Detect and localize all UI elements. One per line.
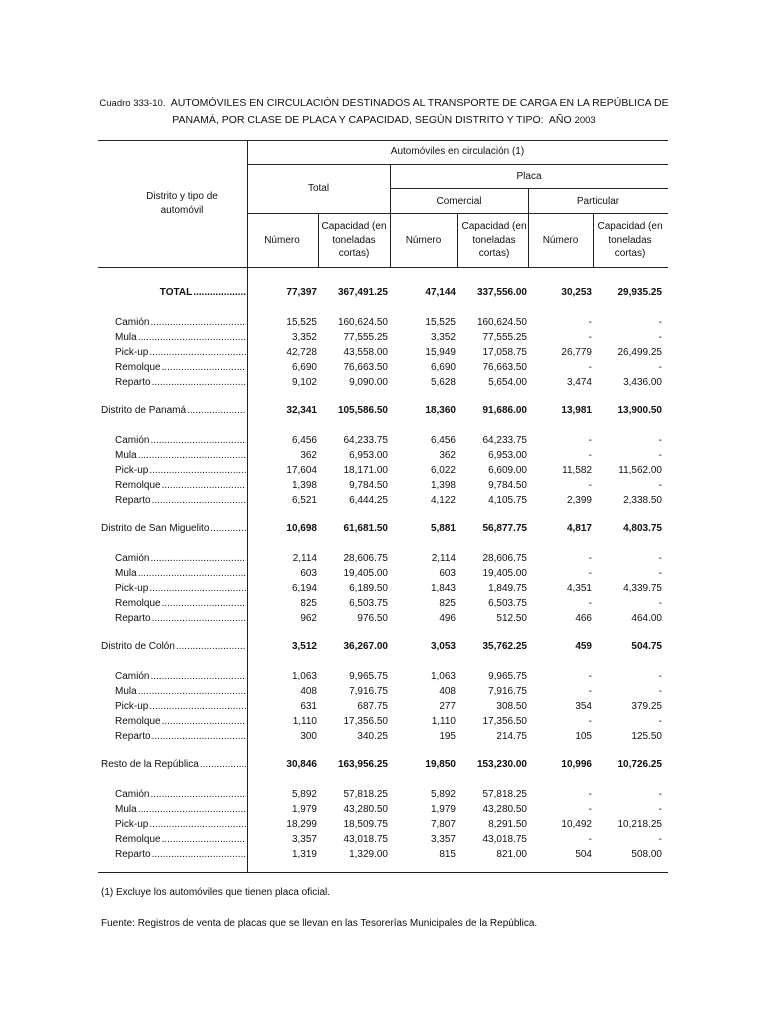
dot-leader — [152, 495, 246, 506]
row-name: Reparto — [115, 849, 151, 860]
dot-leader — [200, 759, 246, 770]
cell-value: 64,233.75 — [482, 435, 527, 446]
dot-leader — [162, 598, 246, 609]
group-value: 4,817 — [566, 523, 592, 534]
cell-value: 8,291.50 — [488, 819, 527, 830]
cell-value: 825 — [439, 598, 456, 609]
cell-value: 1,329.00 — [349, 849, 388, 860]
group-value: 10,726.25 — [617, 759, 662, 770]
row-label — [115, 464, 246, 478]
group-label — [101, 522, 246, 536]
cell-value: 17,604 — [286, 465, 317, 476]
group-value: 91,686.00 — [482, 405, 527, 416]
cell-value: 6,690 — [430, 362, 456, 373]
title-year-label: AÑO — [548, 114, 572, 126]
cell-value: - — [588, 686, 592, 697]
dot-leader — [152, 613, 246, 624]
cell-value: - — [588, 834, 592, 845]
cell-value: 18,299 — [286, 819, 317, 830]
cell-value: 6,503.75 — [349, 598, 388, 609]
row-label — [115, 833, 246, 847]
cell-value: 125.50 — [631, 731, 662, 742]
cell-value: 2,114 — [292, 553, 317, 564]
cell-value: 496 — [439, 613, 456, 624]
cell-value: 43,018.75 — [482, 834, 527, 845]
row-name: Mula — [115, 450, 137, 461]
cell-value: 6,521 — [291, 495, 317, 506]
cell-value: - — [658, 362, 662, 373]
row-label — [115, 361, 246, 375]
cell-value: 340.25 — [357, 731, 388, 742]
cell-value: - — [658, 686, 662, 697]
cell-value: - — [658, 568, 662, 579]
footnote: (1) Excluye los automóviles que tienen placa oficial. — [101, 887, 331, 898]
table-title — [96, 95, 672, 129]
row-name: Pick-up — [115, 583, 149, 594]
rule-col-1 — [318, 213, 319, 267]
cell-value: 1,398 — [291, 480, 317, 491]
group-value: 32,341 — [286, 405, 317, 416]
cell-value: 4,339.75 — [623, 583, 662, 594]
cell-value: - — [588, 362, 592, 373]
cell-value: 6,444.25 — [349, 495, 388, 506]
row-name: Reparto — [115, 731, 151, 742]
group-value: 163,956.25 — [337, 759, 388, 770]
cell-value: 277 — [439, 701, 456, 712]
cell-value: 4,122 — [430, 495, 456, 506]
row-label — [115, 567, 246, 581]
cell-value: 76,663.50 — [482, 362, 527, 373]
cell-value: 3,436.00 — [623, 377, 662, 388]
cell-value: 3,352 — [430, 332, 456, 343]
cell-value: - — [658, 671, 662, 682]
cell-value: - — [658, 332, 662, 343]
cell-value: 1,110 — [292, 716, 317, 727]
row-name: Mula — [115, 804, 137, 815]
cell-value: 7,916.75 — [488, 686, 527, 697]
cell-value: 5,654.00 — [488, 377, 527, 388]
row-label — [115, 803, 246, 817]
group-value: 35,762.25 — [482, 641, 527, 652]
dot-leader — [150, 789, 246, 800]
cell-value: 6,609.00 — [488, 465, 527, 476]
group-name: Distrito de Panamá — [101, 405, 187, 416]
cell-value: 362 — [300, 450, 317, 461]
dot-leader — [152, 731, 246, 742]
row-label — [115, 818, 246, 832]
cell-value: 28,606.75 — [482, 553, 527, 564]
cell-value: 6,456 — [430, 435, 456, 446]
dot-leader — [150, 671, 246, 682]
cell-value: 4,105.75 — [488, 495, 527, 506]
dot-leader — [162, 716, 246, 727]
cell-value: - — [588, 435, 592, 446]
row-label — [115, 316, 246, 330]
header-numero-particular: Número — [542, 235, 579, 246]
cell-value: 26,779 — [561, 347, 592, 358]
cell-value: 15,949 — [425, 347, 456, 358]
row-name: Pick-up — [115, 701, 149, 712]
cell-value: 57,818.25 — [482, 789, 527, 800]
cell-value: - — [588, 553, 592, 564]
row-name: Camión — [115, 317, 150, 328]
cell-value: 603 — [439, 568, 456, 579]
cell-value: 105 — [575, 731, 592, 742]
cell-value: - — [588, 598, 592, 609]
group-value: 19,850 — [425, 759, 456, 770]
cell-value: 631 — [300, 701, 317, 712]
cell-value: 1,319 — [291, 849, 317, 860]
cell-value: 4,351 — [566, 583, 592, 594]
cell-value: 9,090.00 — [349, 377, 388, 388]
cell-value: 408 — [300, 686, 317, 697]
group-value: 61,681.50 — [343, 523, 388, 534]
group-value: 459 — [575, 641, 592, 652]
row-label — [115, 449, 246, 463]
row-label — [115, 715, 246, 729]
cell-value: 18,171.00 — [343, 465, 388, 476]
dot-leader — [152, 849, 246, 860]
cell-value: - — [658, 716, 662, 727]
cell-value: 43,558.00 — [343, 347, 388, 358]
cell-value: 408 — [439, 686, 456, 697]
cell-value: 1,849.75 — [488, 583, 527, 594]
cell-value: 962 — [300, 613, 317, 624]
cell-value: 5,628 — [430, 377, 456, 388]
row-name: Mula — [115, 568, 137, 579]
group-value: 30,253 — [561, 287, 592, 298]
cell-value: 6,953.00 — [349, 450, 388, 461]
row-label — [115, 494, 246, 508]
cell-value: 7,807 — [430, 819, 456, 830]
rule-circulacion — [247, 164, 668, 165]
group-value: 5,881 — [430, 523, 456, 534]
rule-col-2 — [457, 213, 458, 267]
row-label — [115, 730, 246, 744]
row-label — [115, 376, 246, 390]
group-value: 504.75 — [631, 641, 662, 652]
dot-leader — [138, 450, 246, 461]
cell-value: 15,525 — [425, 317, 456, 328]
cell-value: 17,058.75 — [482, 347, 527, 358]
cell-value: 5,892 — [291, 789, 317, 800]
row-name: Remolque — [115, 480, 161, 491]
group-value: 10,698 — [286, 523, 317, 534]
cell-value: 9,965.75 — [349, 671, 388, 682]
header-total: Total — [307, 183, 330, 194]
rule-col-3 — [593, 213, 594, 267]
header-numero-total: Número — [264, 235, 300, 246]
row-name: Remolque — [115, 362, 161, 373]
group-label — [101, 640, 246, 654]
cell-value: 6,189.50 — [349, 583, 388, 594]
cell-value: - — [588, 789, 592, 800]
table-number: Cuadro 333-10. — [99, 98, 166, 109]
cell-value: 2,338.50 — [623, 495, 662, 506]
group-label — [101, 758, 246, 772]
group-name: TOTAL — [159, 287, 193, 298]
group-value: 337,556.00 — [476, 287, 527, 298]
cell-value: 3,357 — [291, 834, 317, 845]
dot-leader — [149, 701, 246, 712]
row-label — [115, 848, 246, 862]
group-value: 47,144 — [425, 287, 456, 298]
cell-value: - — [658, 450, 662, 461]
dot-leader — [149, 465, 246, 476]
row-label — [115, 788, 246, 802]
cell-value: 466 — [575, 613, 592, 624]
source-note: Fuente: Registros de venta de placas que se llevan en las Tesorerías Municipales de la República. — [101, 918, 538, 929]
cell-value: 10,218.25 — [617, 819, 662, 830]
cell-value: 19,405.00 — [343, 568, 388, 579]
row-name: Pick-up — [115, 347, 149, 358]
row-label — [115, 685, 246, 699]
group-label: TOTAL................... — [159, 287, 246, 298]
cell-value: 26,499.25 — [617, 347, 662, 358]
cell-value: 9,102 — [291, 377, 317, 388]
dot-leader — [162, 362, 246, 373]
group-value: 13,981 — [561, 405, 592, 416]
cell-value: 6,503.75 — [488, 598, 527, 609]
dot-leader — [138, 332, 246, 343]
cell-value: 2,114 — [431, 553, 456, 564]
dot-leader — [150, 553, 246, 564]
row-label — [115, 479, 246, 493]
cell-value: 28,606.75 — [343, 553, 388, 564]
title-line-2: PANAMÁ, POR CLASE DE PLACA Y CAPACIDAD, SEGÚN DISTRITO Y TIPO: — [172, 114, 544, 126]
cell-value: - — [588, 332, 592, 343]
group-value: 367,491.25 — [337, 287, 388, 298]
group-label — [101, 404, 246, 418]
cell-value: 10,492 — [561, 819, 592, 830]
row-label — [115, 612, 246, 626]
row-name: Mula — [115, 686, 137, 697]
cell-value: 1,398 — [430, 480, 456, 491]
row-name: Camión — [115, 789, 150, 800]
header-capacidad-comercial: Capacidad (en toneladas cortas) — [461, 221, 527, 259]
cell-value: 9,965.75 — [488, 671, 527, 682]
dot-leader — [162, 834, 246, 845]
cell-value: 6,456 — [291, 435, 317, 446]
group-value: 29,935.25 — [617, 287, 662, 298]
row-name: Camión — [115, 553, 150, 564]
rule-placa — [390, 188, 668, 189]
group-value: 3,053 — [430, 641, 456, 652]
group-value: 56,877.75 — [482, 523, 527, 534]
cell-value: - — [658, 480, 662, 491]
dot-leader — [152, 377, 246, 388]
cell-value: - — [588, 716, 592, 727]
row-label — [115, 434, 246, 448]
cell-value: - — [588, 450, 592, 461]
rule-stub-right — [247, 140, 248, 872]
cell-value: 160,624.50 — [337, 317, 388, 328]
cell-value: 821.00 — [496, 849, 527, 860]
cell-value: 1,063 — [430, 671, 456, 682]
cell-value: 77,555.25 — [343, 332, 388, 343]
cell-value: 77,555.25 — [482, 332, 527, 343]
row-label — [115, 597, 246, 611]
row-label — [115, 331, 246, 345]
dot-leader — [149, 347, 246, 358]
cell-value: 6,194 — [291, 583, 317, 594]
row-name: Remolque — [115, 716, 161, 727]
cell-value: 1,843 — [430, 583, 456, 594]
group-value: 105,586.50 — [337, 405, 388, 416]
cell-value: - — [588, 480, 592, 491]
group-value: 13,900.50 — [617, 405, 662, 416]
row-label — [115, 346, 246, 360]
cell-value: 43,280.50 — [343, 804, 388, 815]
cell-value: 18,509.75 — [343, 819, 388, 830]
cell-value: - — [658, 553, 662, 564]
cell-value: - — [588, 317, 592, 328]
cell-value: 11,562.00 — [618, 465, 662, 476]
header-capacidad-particular: Capacidad (en toneladas cortas) — [597, 221, 663, 259]
cell-value: 687.75 — [357, 701, 388, 712]
dot-leader — [149, 583, 246, 594]
cell-value: 76,663.50 — [343, 362, 388, 373]
row-label — [115, 670, 246, 684]
group-value: 153,230.00 — [476, 759, 527, 770]
title-year: 2003 — [574, 115, 596, 126]
header-placa: Placa — [516, 171, 542, 182]
rule-header-bottom — [98, 267, 668, 268]
title-line-1: AUTOMÓVILES EN CIRCULACIÓN DESTINADOS AL TRANSPORTE DE CARGA EN LA REPÚBLICA DE — [170, 97, 669, 109]
header-numero-comercial: Número — [405, 235, 442, 246]
header-comercial: Comercial — [436, 196, 482, 207]
cell-value: - — [658, 804, 662, 815]
cell-value: 1,063 — [291, 671, 317, 682]
group-value: 10,996 — [561, 759, 592, 770]
cell-value: 2,399 — [566, 495, 592, 506]
cell-value: 300 — [300, 731, 317, 742]
row-name: Reparto — [115, 495, 151, 506]
row-name: Camión — [115, 435, 150, 446]
row-name: Reparto — [115, 377, 151, 388]
row-name: Pick-up — [115, 465, 149, 476]
cell-value: 976.50 — [357, 613, 388, 624]
cell-value: 379.25 — [631, 701, 662, 712]
cell-value: 195 — [439, 731, 456, 742]
header-particular: Particular — [576, 196, 620, 207]
dot-leader — [150, 317, 246, 328]
row-label — [115, 552, 246, 566]
cell-value: - — [658, 598, 662, 609]
cell-value: - — [588, 568, 592, 579]
cell-value: 57,818.25 — [343, 789, 388, 800]
cell-value: 3,357 — [430, 834, 456, 845]
cell-value: 19,405.00 — [482, 568, 527, 579]
cell-value: 6,022 — [430, 465, 456, 476]
group-name: Resto de la República — [101, 759, 199, 770]
cell-value: 9,784.50 — [349, 480, 388, 491]
group-value: 4,803.75 — [623, 523, 662, 534]
row-name: Pick-up — [115, 819, 149, 830]
group-name: Distrito de San Miguelito — [101, 523, 210, 534]
cell-value: 6,690 — [291, 362, 317, 373]
cell-value: 17,356.50 — [343, 716, 388, 727]
cell-value: - — [658, 789, 662, 800]
cell-value: 17,356.50 — [482, 716, 527, 727]
cell-value: - — [658, 435, 662, 446]
cell-value: 160,624.50 — [476, 317, 527, 328]
cell-value: 15,525 — [286, 317, 317, 328]
cell-value: 308.50 — [496, 701, 527, 712]
cell-value: 1,979 — [430, 804, 456, 815]
cell-value: 3,474 — [566, 377, 592, 388]
cell-value: 603 — [300, 568, 317, 579]
cell-value: 214.75 — [496, 731, 527, 742]
group-value: 30,846 — [286, 759, 317, 770]
cell-value: 42,728 — [286, 347, 317, 358]
row-name: Remolque — [115, 834, 161, 845]
cell-value: 825 — [300, 598, 317, 609]
cell-value: 508.00 — [631, 849, 662, 860]
cell-value: 354 — [575, 701, 592, 712]
group-value: 77,397 — [286, 287, 317, 298]
header-capacidad-total: Capacidad (en toneladas cortas) — [321, 221, 387, 259]
row-name: Camión — [115, 671, 150, 682]
cell-value: 6,953.00 — [488, 450, 527, 461]
cell-value: 1,110 — [431, 716, 456, 727]
dot-leader — [162, 480, 246, 491]
cell-value: 512.50 — [496, 613, 527, 624]
dot-leader — [176, 641, 246, 652]
cell-value: 43,280.50 — [482, 804, 527, 815]
cell-value: - — [588, 671, 592, 682]
cell-value: 64,233.75 — [343, 435, 388, 446]
dot-leader — [138, 568, 246, 579]
cell-value: 464.00 — [631, 613, 662, 624]
dot-leader — [149, 819, 246, 830]
row-name: Mula — [115, 332, 137, 343]
group-value: 36,267.00 — [343, 641, 388, 652]
cell-value: 7,916.75 — [349, 686, 388, 697]
dot-leader — [187, 405, 246, 416]
rule-bottom — [98, 872, 668, 873]
cell-value: 5,892 — [430, 789, 456, 800]
cell-value: 1,979 — [291, 804, 317, 815]
cell-value: 43,018.75 — [343, 834, 388, 845]
cell-value: 362 — [439, 450, 456, 461]
row-label — [115, 700, 246, 714]
cell-value: 11,582 — [562, 465, 592, 476]
row-name: Reparto — [115, 613, 151, 624]
group-value: 18,360 — [425, 405, 456, 416]
cell-value: 504 — [575, 849, 592, 860]
cell-value: 9,784.50 — [488, 480, 527, 491]
dot-leader — [150, 435, 246, 446]
dot-leader — [210, 523, 246, 534]
cell-value: - — [588, 804, 592, 815]
rule-top — [98, 140, 668, 141]
row-label — [115, 582, 246, 596]
cell-value: 3,352 — [291, 332, 317, 343]
group-value: 3,512 — [291, 641, 317, 652]
header-stub: Distrito y tipo de automóvil — [146, 191, 218, 216]
row-name: Remolque — [115, 598, 161, 609]
cell-value: - — [658, 834, 662, 845]
dot-leader — [138, 686, 246, 697]
cell-value: 815 — [439, 849, 456, 860]
cell-value: - — [658, 317, 662, 328]
group-name: Distrito de Colón — [101, 641, 175, 652]
dot-leader — [138, 804, 246, 815]
header-circulacion: Automóviles en circulación (1) — [390, 146, 525, 157]
